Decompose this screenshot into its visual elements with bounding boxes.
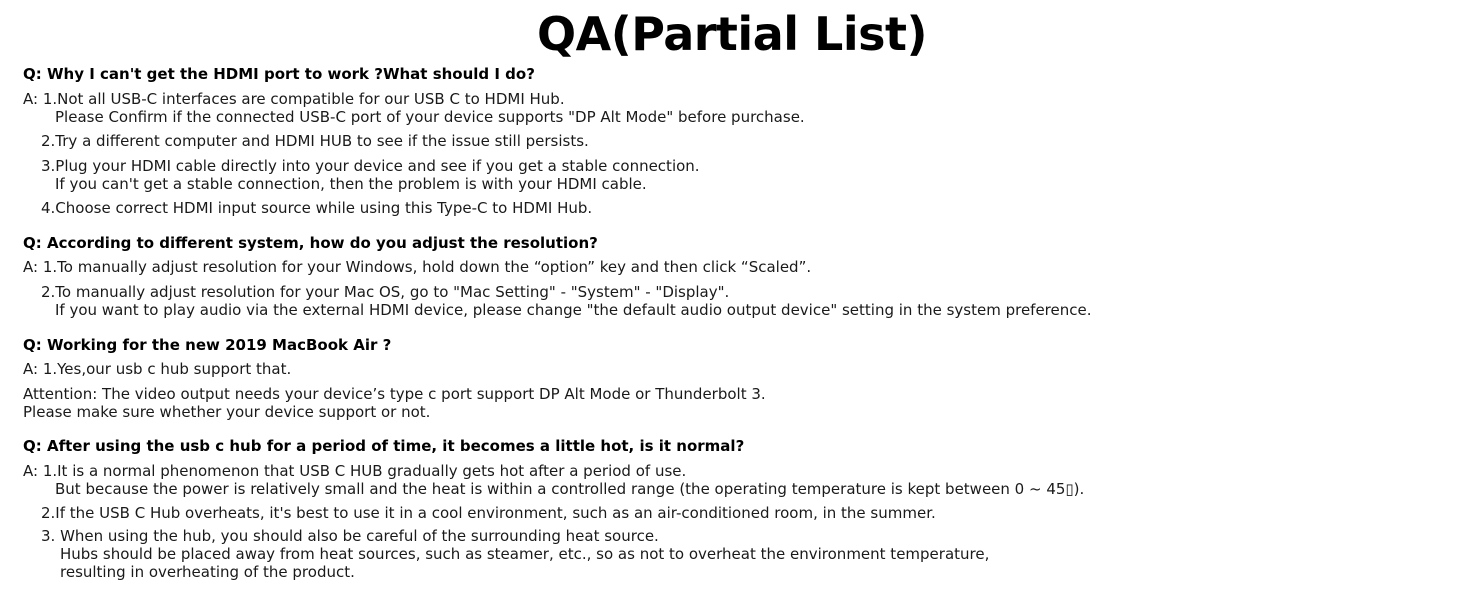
answer-4-line-6: resulting in overheating of the product. xyxy=(60,563,355,581)
answer-2-line-3: If you want to play audio via the external HDMI device, please change "the default audio output device" setting in the system preference. xyxy=(55,301,1092,319)
answer-3-line-1: A: 1.Yes,our usb c hub support that. xyxy=(23,360,292,378)
attention-line-1: Attention: The video output needs your device’s type c port support DP Alt Mode or Thunderbolt 3. xyxy=(23,385,766,403)
answer-1-line-1: A: 1.Not all USB-C interfaces are compatible for our USB C to HDMI Hub. xyxy=(23,90,565,108)
answer-4-line-4: 3. When using the hub, you should also be careful of the surrounding heat source. xyxy=(41,527,659,545)
question-1: Q: Why I can't get the HDMI port to work ?What should I do? xyxy=(23,65,535,83)
answer-4-line-1: A: 1.It is a normal phenomenon that USB C HUB gradually gets hot after a period of use. xyxy=(23,462,687,480)
answer-2-line-1: A: 1.To manually adjust resolution for your Windows, hold down the “option” key and then click “Scaled”. xyxy=(23,258,812,276)
attention-line-2: Please make sure whether your device support or not. xyxy=(23,403,431,421)
page-title: QA(Partial List) xyxy=(537,7,927,61)
answer-1-line-6: 4.Choose correct HDMI input source while using this Type-C to HDMI Hub. xyxy=(41,199,593,217)
answer-1-line-3: 2.Try a different computer and HDMI HUB to see if the issue still persists. xyxy=(41,132,589,150)
answer-4-line-2: But because the power is relatively small and the heat is within a controlled range (the operating temperature is kept between 0 ~ 45▯). xyxy=(55,480,1085,498)
question-4: Q: After using the usb c hub for a period of time, it becomes a little hot, is it normal? xyxy=(23,437,745,455)
answer-4-line-5: Hubs should be placed away from heat sources, such as steamer, etc., so as not to overheat the environment temperature, xyxy=(60,545,990,563)
answer-1-line-5: If you can't get a stable connection, then the problem is with your HDMI cable. xyxy=(55,175,647,193)
answer-4-line-3: 2.If the USB C Hub overheats, it's best to use it in a cool environment, such as an air-conditioned room, in the summer. xyxy=(41,504,936,522)
question-2: Q: According to different system, how do you adjust the resolution? xyxy=(23,234,598,252)
answer-2-line-2: 2.To manually adjust resolution for your Mac OS, go to "Mac Setting" - "System" - "Display". xyxy=(41,283,730,301)
question-3: Q: Working for the new 2019 MacBook Air ? xyxy=(23,336,392,354)
answer-1-line-2: Please Confirm if the connected USB-C port of your device supports "DP Alt Mode" before purchase. xyxy=(55,108,805,126)
answer-1-line-4: 3.Plug your HDMI cable directly into your device and see if you get a stable connection. xyxy=(41,157,700,175)
